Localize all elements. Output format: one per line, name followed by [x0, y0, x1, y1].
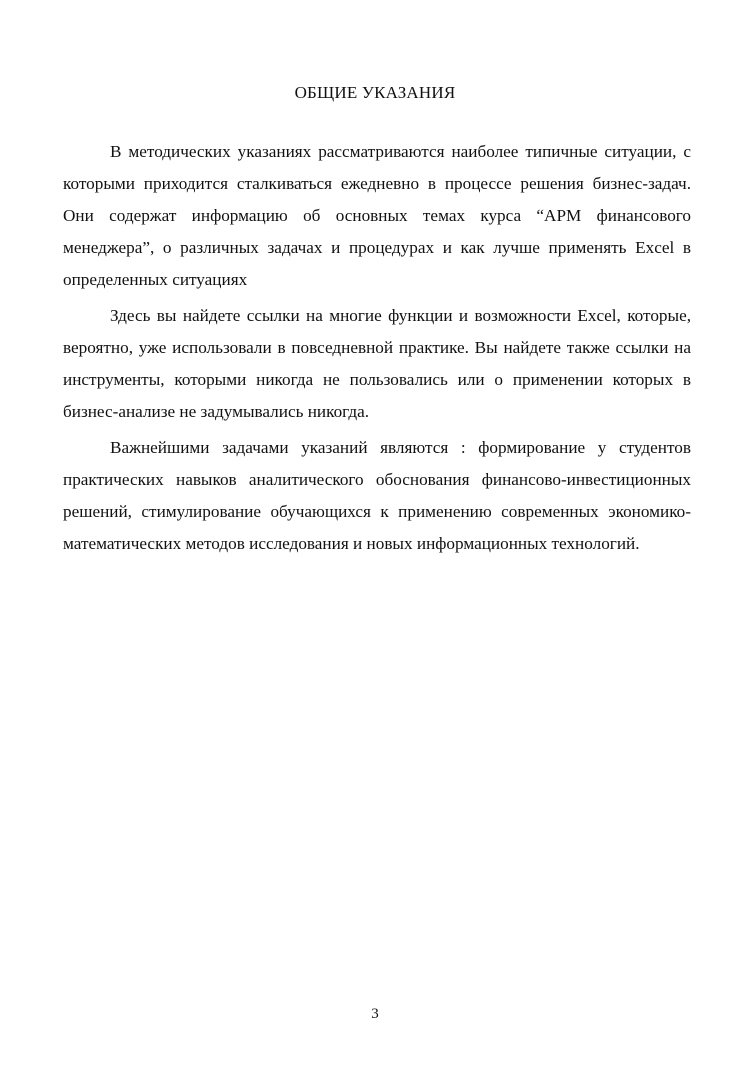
page-number: 3 — [371, 1006, 379, 1022]
page-title: ОБЩИЕ УКАЗАНИЯ — [294, 83, 456, 102]
body-text — [63, 136, 691, 564]
paragraph-excel-references: Здесь вы найдете ссылки на многие функции и возможности Excel, которые, вероятно, уже использовали в повседневной практике. Вы найдете также ссылки на инструменты, которыми никогда не пользовались или о применении которых в бизнес-анализе не задумывались никогда. — [63, 306, 691, 421]
paragraph-objectives: Важнейшими задачами указаний являются : формирование у студентов практических навыков аналитического обоснования финансово-инвестиционных решений, стимулирование обучающихся к применению современных экономико-математических методов исследования и новых информационных технологий. — [63, 438, 691, 553]
paragraph-intro: В методических указаниях рассматриваются наиболее типичные ситуации, с которыми приходится сталкиваться ежедневно в процессе решения бизнес-задач. Они содержат информацию об основных темах курса “АРМ финансового менеджера”, о различных задачах и процедурах и как лучше применять Excel в определенных ситуациях — [63, 142, 691, 289]
